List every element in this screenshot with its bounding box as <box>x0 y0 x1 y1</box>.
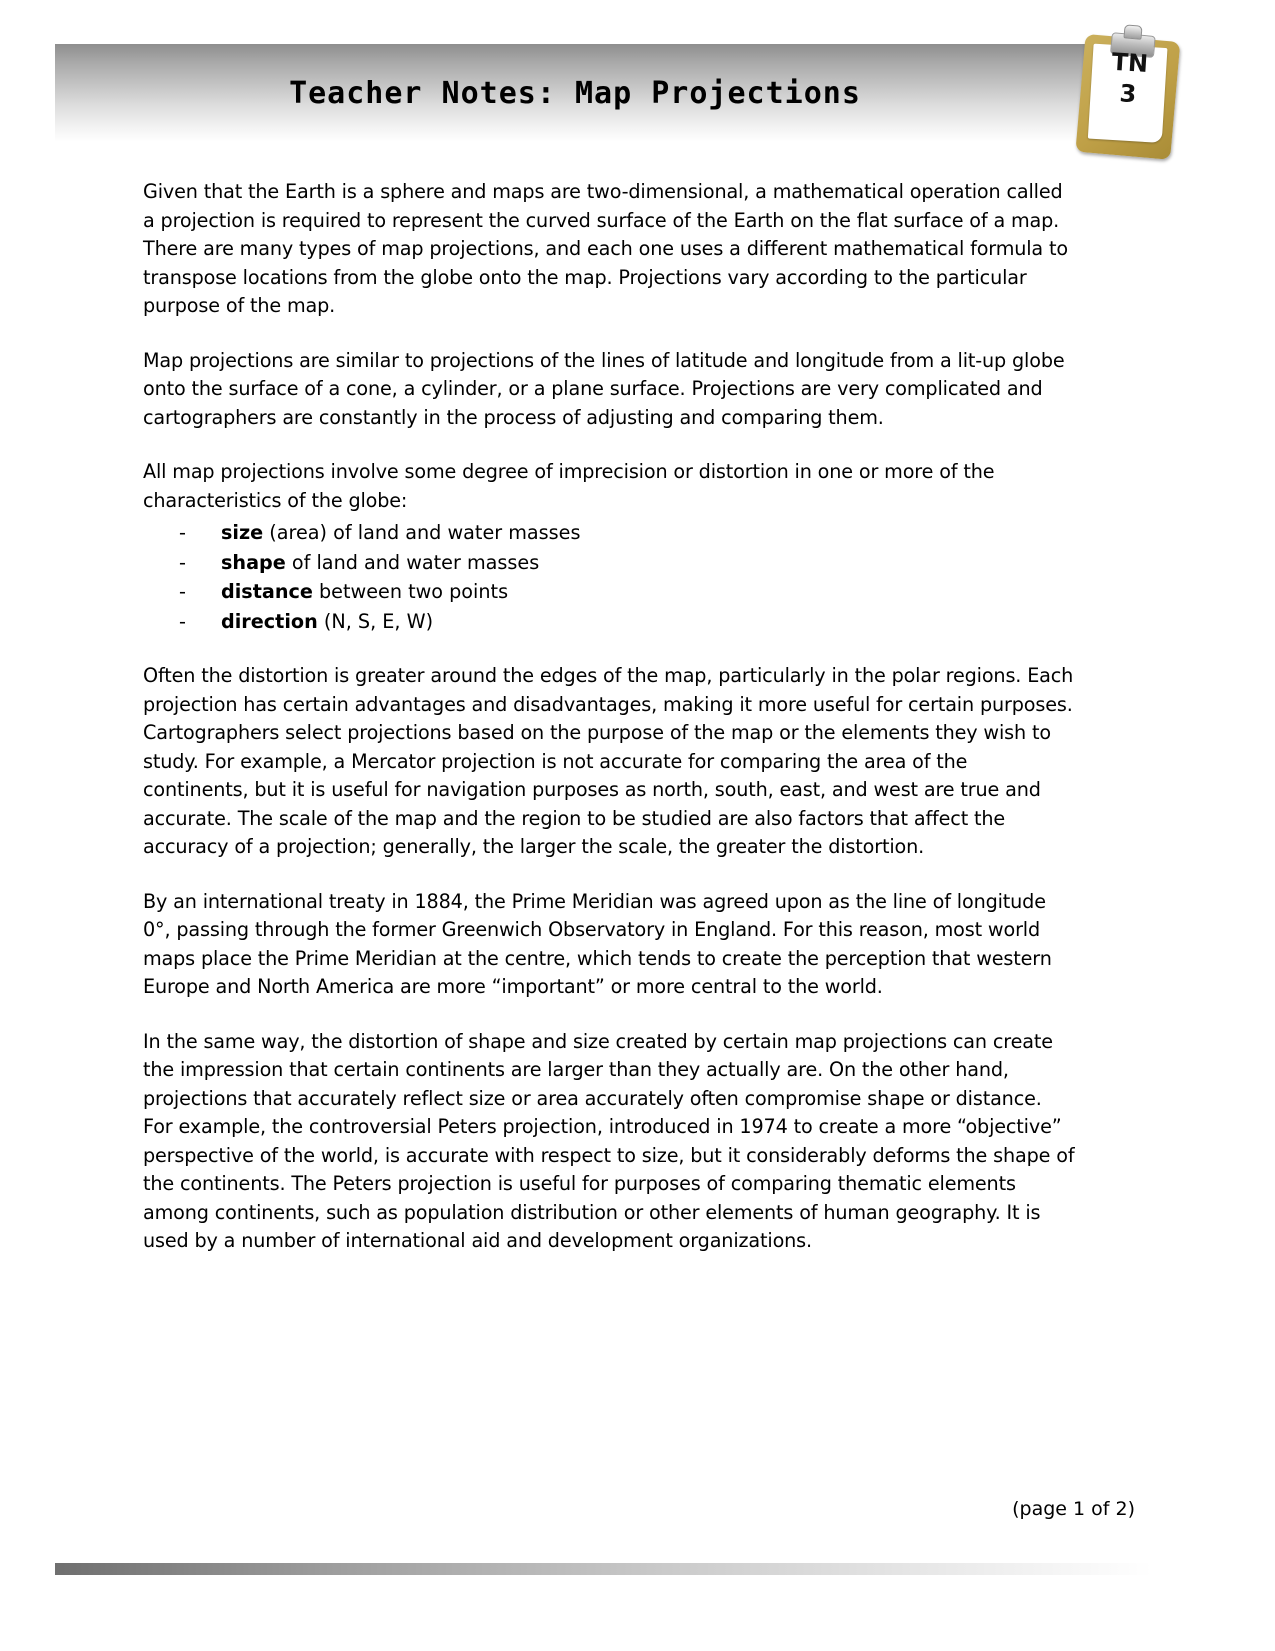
badge-number: 3 <box>1118 79 1138 109</box>
paragraph-similar-projections: Map projections are similar to projections of the lines of latitude and longitude from a lit-up globe onto the surface of a cone, a cylinder, or a plane surface. Projections are very complicated and cartographers are constantly in the process of adjusting and comparing them. <box>143 348 1065 429</box>
bullet-marker: - <box>179 609 186 633</box>
clipboard-label <box>1090 46 1168 114</box>
bullet-text: of land and water masses <box>285 550 540 574</box>
paragraph-prime-meridian: By an international treaty in 1884, the Prime Meridian was agreed upon as the line of longitude 0°, passing through the former Greenwich Observatory in England. For this reason, most world maps place the Prime Meridian at the centre, which tends to create the perception that western Europe and North America are more “important” or more central to the world. <box>143 889 1052 998</box>
bullet-marker: - <box>179 580 186 603</box>
distortion-characteristics-list <box>143 519 1075 636</box>
bullet-term: size <box>221 521 264 544</box>
paragraph-intro: Given that the Earth is a sphere and maps are two-dimensional, a mathematical operation called a projection is required to represent the curved surface of the Earth on the flat surface of a map. There are many types of map projections, and each one uses a different mathematical formula to transpose locations from the globe onto the map. Projections vary according to the particular purpose of the map. <box>143 180 1068 317</box>
badge-code: TN <box>1110 47 1149 78</box>
list-item <box>179 549 1075 578</box>
bullet-text: (area) of land and water masses <box>263 521 581 544</box>
document-body <box>143 178 1075 1282</box>
clipboard-clip-top-icon <box>1123 24 1142 40</box>
list-item <box>179 578 1075 607</box>
bullet-marker: - <box>179 550 186 574</box>
bullet-term: shape <box>221 550 286 574</box>
footer-bar <box>55 1563 1152 1575</box>
bullet-marker: - <box>179 521 186 544</box>
list-item <box>179 608 1075 637</box>
bullet-term: distance <box>221 580 313 603</box>
bullet-text: between two points <box>312 580 509 603</box>
clipboard-icon <box>1069 17 1190 161</box>
page-title: Teacher Notes: Map Projections <box>289 75 861 111</box>
list-item <box>179 519 1075 548</box>
paragraph-distortion-edges: Often the distortion is greater around the edges of the map, particularly in the polar regions. Each projection has certain advantages and disadvantages, making it more useful for certain purposes. Cartographers select projections based on the purpose of the map or the elements they wish to study. For example, a Mercator projection is not accurate for comparing the area of the continents, but it is useful for navigation purposes as north, south, east, and west are true and accurate. The scale of the map and the region to be studied are also factors that affect the accuracy of a projection; generally, the larger the scale, the greater the distortion. <box>143 664 1074 858</box>
bullet-text: (N, S, E, W) <box>317 609 434 633</box>
page-number-footer: (page 1 of 2) <box>1012 1498 1135 1520</box>
paragraph-peters-projection: In the same way, the distortion of shape and size created by certain map projections can create the impression that certain continents are larger than they actually are. On the other hand, projections that accurately reflect size or area accurately often compromise shape or distance. For example, the controversial Peters projection, introduced in 1974 to create a more “objective” perspective of the world, is accurate with respect to size, but it considerably deforms the shape of the continents. The Peters projection is useful for purposes of comparing thematic elements among continents, such as population distribution or other elements of human geography. It is used by a number of international aid and development organizations. <box>143 1029 1075 1252</box>
bullet-term: direction <box>221 609 318 633</box>
paragraph-distortion-intro: All map projections involve some degree of imprecision or distortion in one or more of the characteristics of the globe: <box>143 460 995 512</box>
